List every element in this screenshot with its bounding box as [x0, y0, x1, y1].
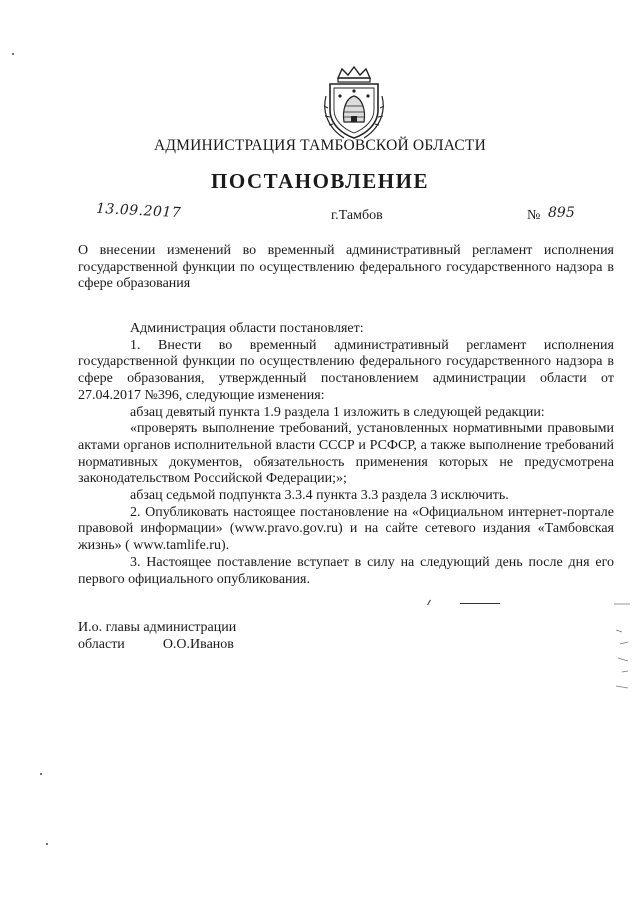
scan-speck: [12, 53, 14, 55]
body-paragraph: 1. Внести во временный административный регламент исполнения государственной функции по осуществлению федерального государственного надзора в сфере образования, утвержденный постановлением администрации области от 27.04.2017 №396, следующие изменения:: [78, 337, 614, 403]
document-city: г.Тамбов: [331, 208, 383, 223]
signature-stroke: [460, 603, 500, 604]
coat-of-arms-icon: [318, 66, 390, 140]
body-paragraph: 2. Опубликовать настоящее постановление на «Официальном интернет-портале правовой информации» (www.pravo.gov.ru) и на сайте сетевого издания «Тамбовская жизнь» ( www.tamlife.ru).: [78, 504, 614, 554]
signatory-title: И.о. главы администрации: [78, 620, 237, 635]
scan-edge-noise: [612, 600, 636, 700]
document-type-heading: ПОСТАНОВЛЕНИЕ: [211, 169, 429, 193]
organization-title: АДМИНИСТРАЦИЯ ТАМБОВСКОЙ ОБЛАСТИ: [154, 137, 486, 154]
signature-block: [78, 620, 236, 653]
body-paragraph: абзац девятый пункта 1.9 раздела 1 изложить в следующей редакции:: [130, 404, 545, 420]
document-date: 13.09.2017: [95, 200, 182, 222]
document-number-label: №: [527, 208, 541, 223]
body-paragraph: абзац седьмой подпункта 3.3.4 пункта 3.3 раздела 3 исключить.: [130, 488, 509, 504]
document-body: [78, 321, 614, 588]
body-intro: Администрация области постановляет:: [130, 321, 364, 336]
body-paragraph: 3. Настоящее поставление вступает в силу на следующий день после дня его первого официального опубликования.: [78, 554, 614, 587]
document-subject: О внесении изменений во временный административный регламент исполнения государственной функции по осуществлению федерального государственного надзора в сфере образования: [78, 243, 614, 291]
scan-speck: [46, 843, 48, 845]
document-number: 895: [548, 205, 575, 221]
body-paragraph: «проверять выполнение требований, установленных нормативными правовыми актами органов исполнительной власти СССР и РСФСР, а также выполнение требований нормативных документов, обязательность применения которых не предусмотрена законодательством Российской Федерации;»;: [78, 421, 614, 487]
signatory-title-region: области: [78, 636, 125, 652]
signature-stroke: [427, 600, 431, 606]
signatory-name: О.О.Иванов: [162, 636, 234, 652]
scan-speck: [40, 773, 42, 775]
